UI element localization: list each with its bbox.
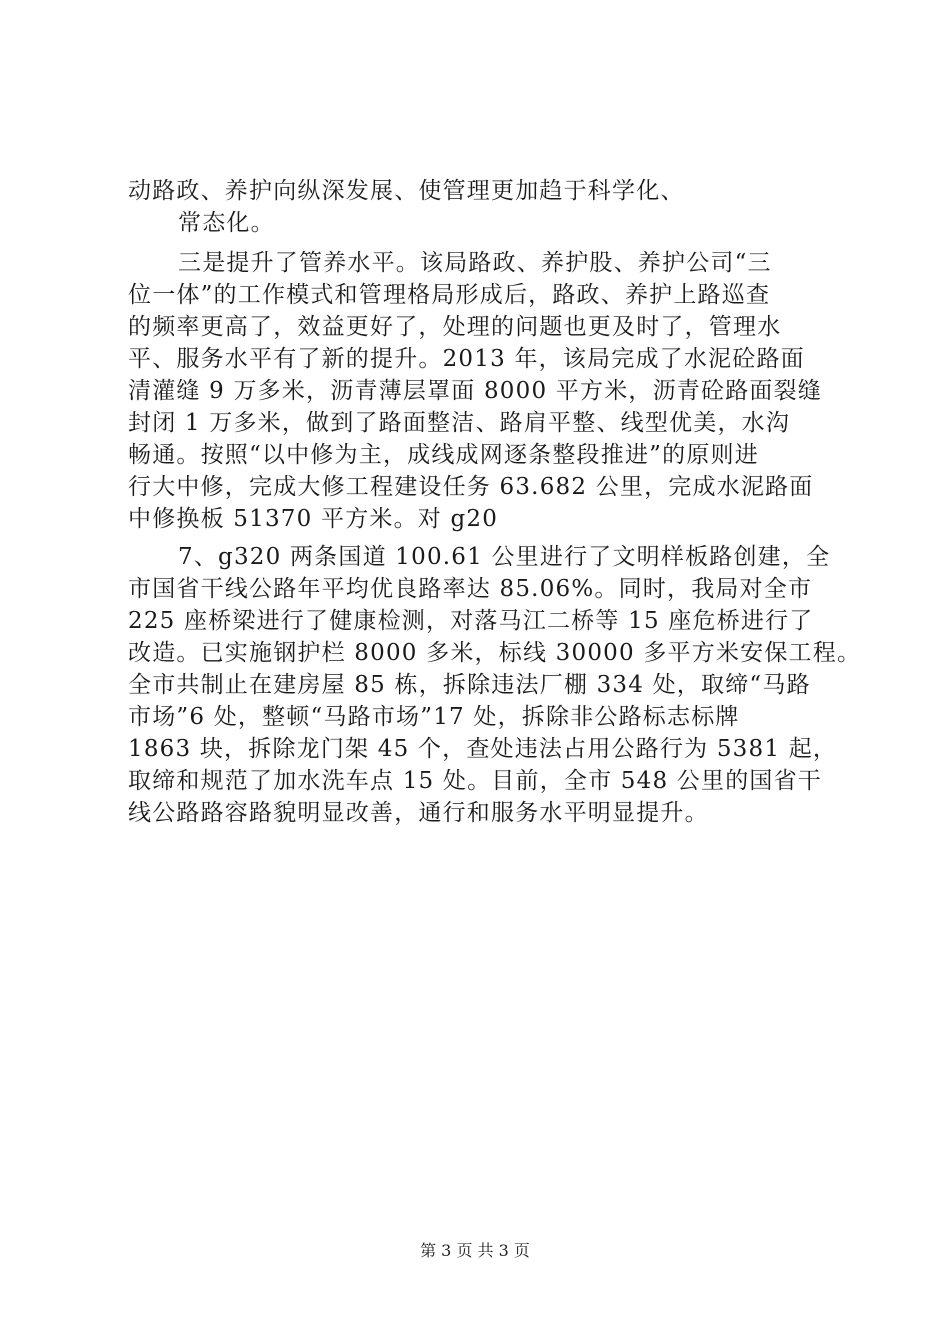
body-line-16: 全市共制止在建房屋 85 栋，拆除违法厂棚 334 处，取缔“马路 bbox=[128, 672, 811, 698]
body-line-9: 畅通。按照“以中修为主，成线成网逐条整段推进”的原则进 bbox=[128, 442, 759, 468]
body-line-2: 常态化。 bbox=[178, 210, 275, 236]
body-line-7: 清灌缝 9 万多米，沥青薄层罩面 8000 平方米，沥青砼路面裂缝 bbox=[128, 378, 823, 404]
body-line-14: 225 座桥梁进行了健康检测，对落马江二桥等 15 座危桥进行了 bbox=[128, 608, 814, 634]
body-line-6: 平、服务水平有了新的提升。2013 年，该局完成了水泥砼路面 bbox=[128, 346, 805, 372]
body-line-18: 1863 块，拆除龙门架 45 个，查处违法占用公路行为 5381 起， bbox=[128, 736, 838, 762]
body-line-11: 中修换板 51370 平方米。对 g20 bbox=[128, 506, 499, 532]
page-number-footer: 第 3 页 共 3 页 bbox=[420, 1241, 530, 1260]
body-line-15: 改造。已实施钢护栏 8000 多米，标线 30000 多平方米安保工程。 bbox=[128, 640, 862, 666]
body-line-8: 封闭 1 万多米，做到了路面整洁、路肩平整、线型优美，水沟 bbox=[128, 410, 791, 436]
body-line-4: 位一体”的工作模式和管理格局形成后，路政、养护上路巡查 bbox=[128, 282, 771, 308]
paragraph-start-line: 7、g320 两条国道 100.61 公里进行了文明样板路创建，全 bbox=[178, 544, 831, 570]
paragraph-start-line: 三是提升了管养水平。该局路政、养护股、养护公司“三 bbox=[178, 250, 772, 276]
body-line-1: 动路政、养护向纵深发展、使管理更加趋于科学化、 bbox=[128, 178, 685, 204]
body-line-20: 线公路路容路貌明显改善，通行和服务水平明显提升。 bbox=[128, 800, 709, 826]
body-line-19: 取缔和规范了加水洗车点 15 处。目前，全市 548 公里的国省干 bbox=[128, 768, 823, 794]
body-line-17: 市场”6 处，整顿“马路市场”17 处，拆除非公路标志标牌 bbox=[128, 704, 740, 730]
body-line-13: 市国省干线公路年平均优良路率达 85.06%。同时，我局对全市 bbox=[128, 576, 813, 602]
body-line-5: 的频率更高了，效益更好了，处理的问题也更及时了，管理水 bbox=[128, 314, 782, 340]
body-line-10: 行大中修，完成大修工程建设任务 63.682 公里，完成水泥路面 bbox=[128, 474, 814, 500]
